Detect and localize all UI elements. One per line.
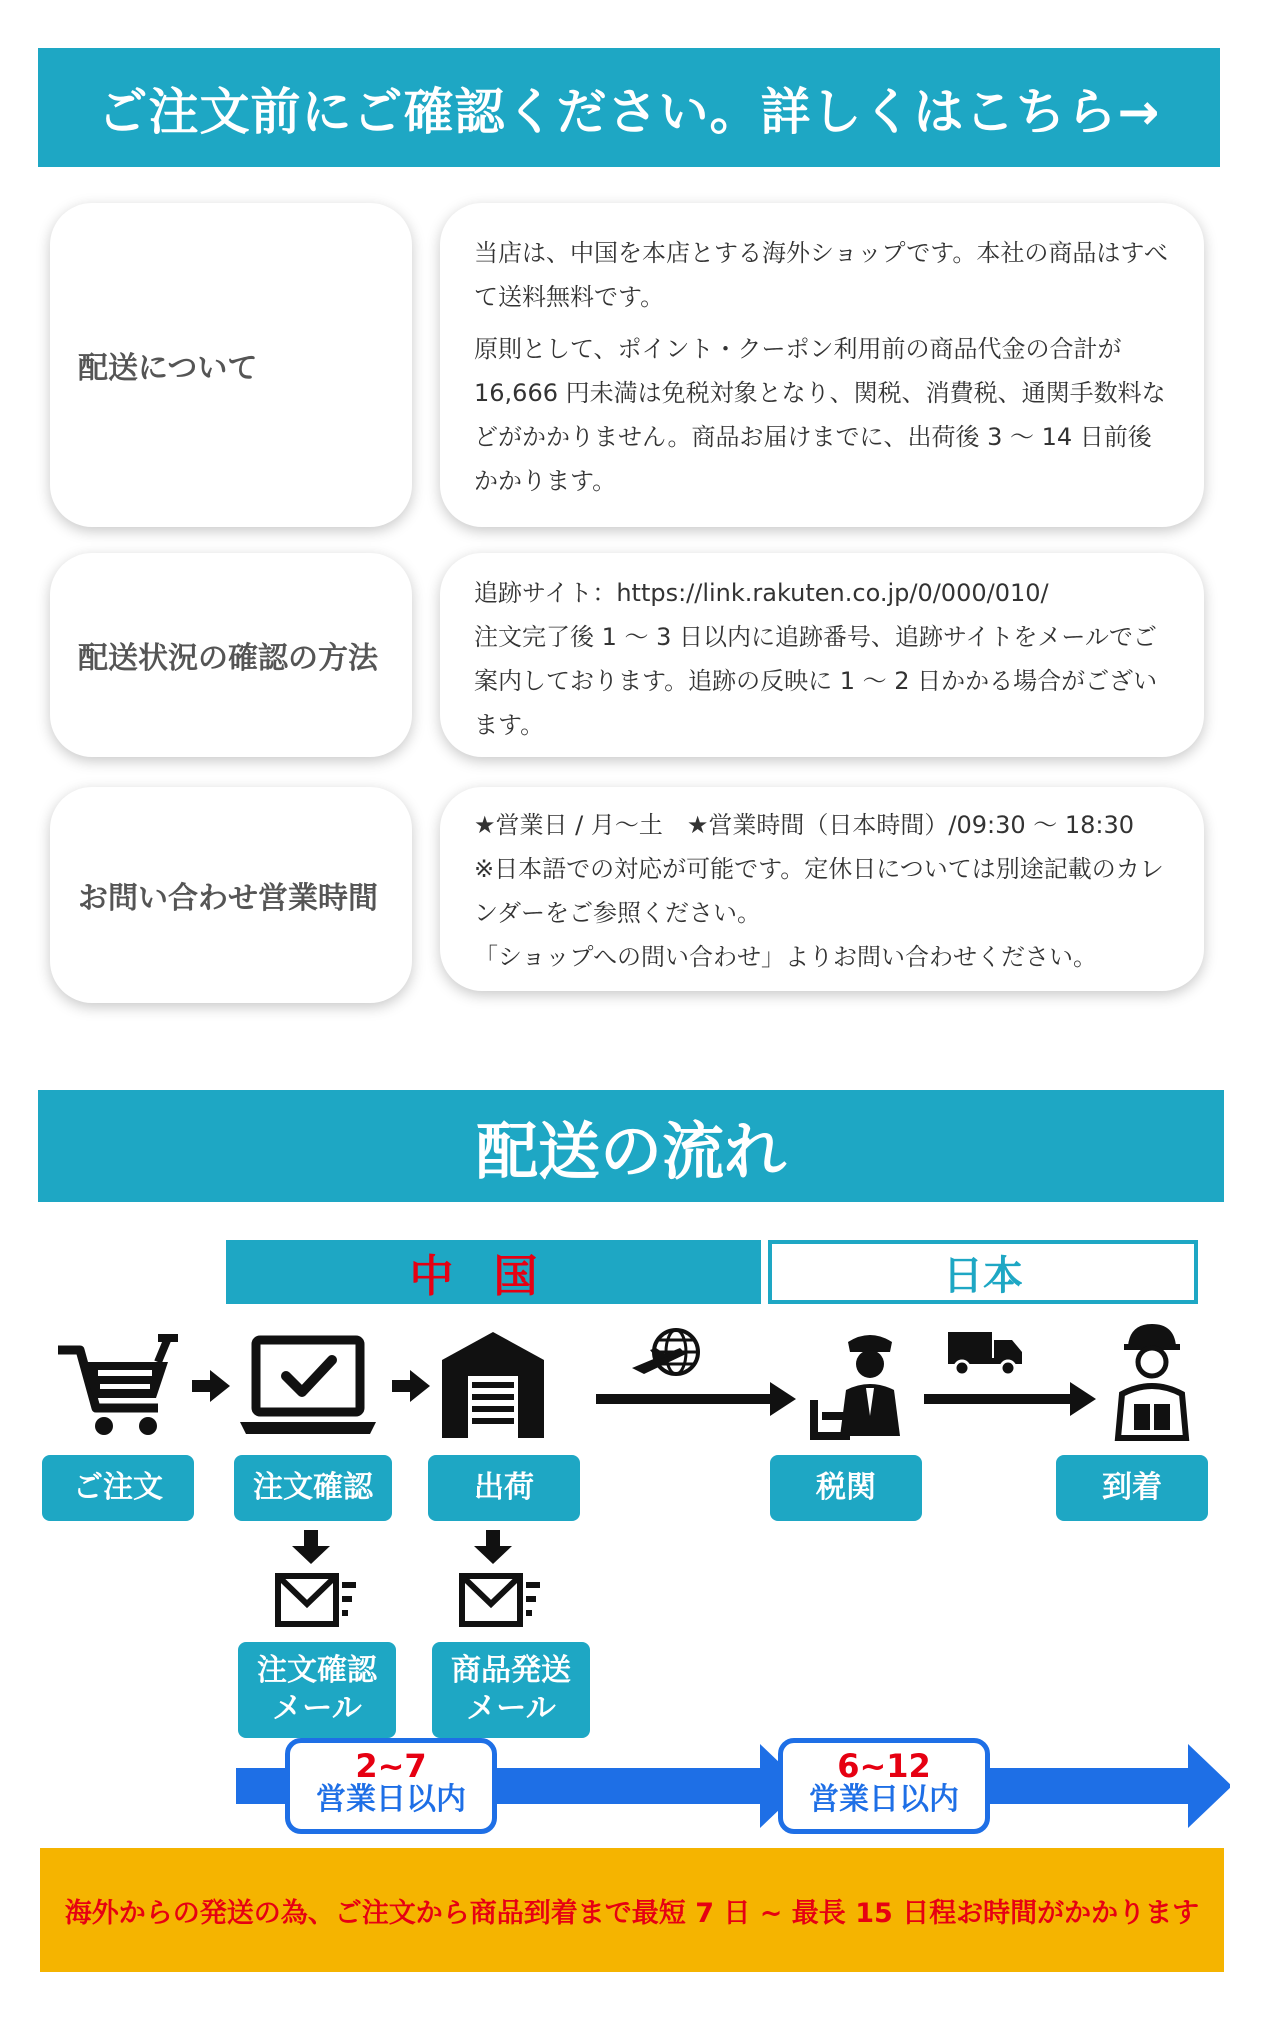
label-tracking [50,553,412,757]
label-contact [50,787,412,1003]
contact-note: ※日本語での対応が可能です。定休日については別途記載のカレンダーをご参照ください。 [474,855,1164,927]
long-arrow-right-icon [924,1382,1096,1416]
delivery-time-notice [40,1848,1224,1972]
notice-text: 海外からの発送の為、ご注文から商品到着まで最短 7 日 ~ 最長 15 日程お時間がかかります [64,1897,1200,1929]
step-confirm-text: 注文確認 [253,1470,373,1505]
arrow-down-icon [474,1530,512,1564]
warehouse-icon [442,1332,544,1438]
content-contact [440,787,1204,991]
step-ship [428,1455,580,1521]
duration-japan-days: 6~12 [837,1747,931,1785]
arrow-right-icon [192,1370,230,1402]
label-shipping-text: 配送について [78,351,258,386]
arrow-down-icon [292,1530,330,1564]
region-china [226,1240,761,1304]
mail-icon [462,1576,540,1624]
header-banner-text: ご注文前にご確認ください。詳しくはこちら→ [97,82,1161,141]
flow-icons-row [40,1320,1230,1450]
step-arrive-text: 到着 [1102,1470,1162,1505]
long-arrow-right-icon [596,1382,796,1416]
region-china-text: 中国 [409,1251,578,1302]
duration-china [285,1738,497,1834]
content-tracking [440,553,1204,757]
step-ship-text: 出荷 [474,1470,534,1505]
contact-hours: ★営業日 / 月～土 ★営業時間（日本時間）/09:30 ～ 18:30 [474,811,1135,839]
header-banner-link[interactable] [38,48,1220,167]
cart-icon [58,1338,178,1435]
tracking-paragraph: 注文完了後 1 ～ 3 日以内に追跡番号、追跡サイトをメールでご案内しております。追跡の反映に 1 ～ 2 日かかる場合がございます。 [474,623,1158,739]
content-shipping [440,203,1204,527]
flow-title-banner [38,1090,1224,1202]
region-japan [768,1240,1198,1304]
duration-china-label: 営業日以内 [316,1782,466,1817]
mail-confirm-line2: メール [272,1691,362,1726]
tracking-site-link[interactable]: 追跡サイト：https://link.rakuten.co.jp/0/000/010/ [474,579,1049,607]
duration-china-days: 2~7 [355,1747,427,1785]
step-customs-text: 税関 [816,1470,876,1505]
shipping-paragraph-2: 原則として、ポイント・クーポン利用前の商品代金の合計が16,666 円未満は免税対象となり、関税、消費税、通関手数料などがかかりません。商品お届けまでに、出荷後 3 ～ 14 日前後かかります。 [474,335,1166,495]
step-customs [770,1455,922,1521]
step-confirm [234,1455,392,1521]
mail-ship-label [432,1642,590,1738]
truck-icon [948,1332,1022,1375]
mail-icons-row [260,1530,580,1640]
mail-ship-line2: メール [466,1691,556,1726]
duration-japan-label: 営業日以内 [809,1782,959,1817]
mail-ship-line1: 商品発送 [451,1653,571,1688]
region-japan-text: 日本 [943,1252,1023,1299]
contact-instruction: 「ショップへの問い合わせ」よりお問い合わせください。 [474,943,1098,971]
arrow-right-icon [392,1370,430,1402]
mail-confirm-line1: 注文確認 [257,1653,377,1688]
label-tracking-text: 配送状況の確認の方法 [78,641,378,676]
step-order [42,1455,194,1521]
shipping-paragraph-1: 当店は、中国を本店とする海外ショップです。本社の商品はすべて送料無料です。 [474,239,1168,311]
step-arrive [1056,1455,1208,1521]
customs-officer-icon [810,1335,900,1440]
duration-japan [778,1738,990,1834]
plane-globe-icon [632,1330,698,1374]
laptop-check-icon [240,1340,376,1434]
label-contact-text: お問い合わせ営業時間 [78,881,378,916]
mail-confirm-label [238,1642,396,1738]
flow-title: 配送の流れ [475,1114,786,1188]
delivery-person-icon [1118,1324,1186,1438]
label-shipping [50,203,412,527]
step-order-text: ご注文 [73,1470,163,1505]
mail-icon [278,1576,356,1624]
